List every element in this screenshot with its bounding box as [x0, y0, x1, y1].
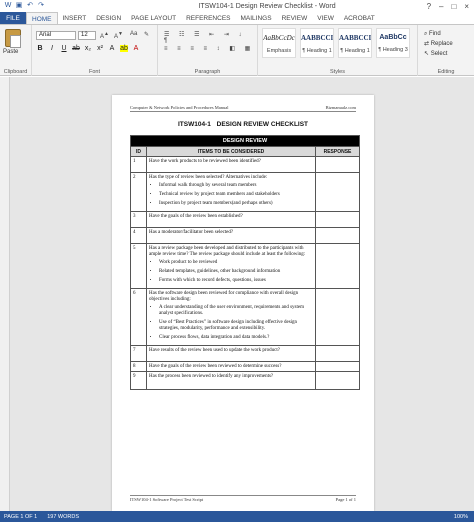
vertical-ruler: [0, 77, 10, 511]
tab-page-layout[interactable]: PAGE LAYOUT: [126, 12, 181, 24]
tab-insert[interactable]: INSERT: [58, 12, 92, 24]
col-header-items: ITEMS TO BE CONSIDERED: [147, 147, 316, 157]
ribbon-tabs: [0, 12, 474, 24]
doc-title: [112, 121, 374, 128]
page-footer: ITSW104-1 Software Project Test Script Page 1 of 1: [130, 497, 356, 502]
grow-font-icon[interactable]: A▲: [100, 31, 109, 40]
tab-design[interactable]: DESIGN: [91, 12, 126, 24]
list-item: • Technical review by project team members and stakeholders: [159, 192, 313, 198]
list-item: • Forms with which to record defects, questions, issues: [159, 278, 313, 284]
italic-icon[interactable]: I: [51, 45, 53, 52]
replace-icon: ⇄: [424, 41, 431, 47]
doc-id: ITSW104-1: [177, 121, 211, 128]
response-cell[interactable]: [316, 346, 360, 362]
find-icon: ⌕: [424, 31, 430, 37]
list-item: • Work product to be reviewed: [159, 260, 313, 266]
paste-icon[interactable]: [5, 29, 21, 47]
list-item: • Inspection by project team members(and perhaps others): [159, 201, 313, 207]
style-heading-3[interactable]: AaBbCc ¶ Heading 3: [376, 28, 410, 58]
page-header: Computer & Network Policies and Procedures Manual Bizmanualz.com: [130, 105, 356, 110]
shrink-font-icon[interactable]: A▼: [114, 31, 123, 40]
subscript-icon[interactable]: x₂: [84, 45, 92, 52]
maximize-icon[interactable]: □: [451, 1, 457, 11]
page-count[interactable]: PAGE 1 OF 1: [4, 513, 38, 520]
col-header-response: RESPONSE: [316, 147, 360, 157]
underline-icon[interactable]: U: [61, 45, 67, 52]
paragraph-group-label: Paragraph: [194, 69, 221, 75]
document-area[interactable]: [0, 77, 474, 511]
styles-gallery: [262, 28, 410, 58]
table-banner: DESIGN REVIEW: [131, 136, 360, 147]
word-count[interactable]: 197 WORDS: [47, 513, 80, 520]
save-icon[interactable]: ▣: [15, 2, 23, 9]
undo-icon[interactable]: ↶: [27, 2, 33, 9]
font-size-input[interactable]: 12: [78, 31, 96, 40]
table-row: 1 Have the work products to be reviewed been identified?: [131, 157, 360, 173]
style-heading-1[interactable]: AABBCCI ¶ Heading 1: [300, 28, 334, 58]
table-row: 6 Has the software design been reviewed for compliance with overall design objectives including: • A clear understanding of the user environment, requirements and system analyst specifications. • Use of “Best Practices” in software design including effective design strategies, modularity, performance and extensibility. • Clear process flows, data integration and data models.?: [131, 289, 360, 346]
table-row: 9 Has the process been reviewed to identify any improvements?: [131, 372, 360, 390]
quick-access-toolbar: [0, 2, 120, 10]
font-name-input[interactable]: Arial: [36, 31, 76, 40]
change-case-icon[interactable]: Aa: [130, 31, 138, 37]
table-row: 8 Have the goals of the review been reviewed to determine success?: [131, 362, 360, 372]
response-cell[interactable]: [316, 244, 360, 289]
find-button[interactable]: ⌕ Find: [424, 31, 441, 37]
list-item: • A clear understanding of the user environment, requirements and system analyst specifications.: [159, 305, 313, 317]
doc-title-text: DESIGN REVIEW CHECKLIST: [216, 121, 309, 128]
font-color-icon[interactable]: A: [133, 45, 139, 52]
table-row: 3 Have the goals of the review been established?: [131, 212, 360, 228]
font-group-label: Font: [88, 69, 100, 75]
editing-group: [418, 25, 474, 76]
highlight-icon[interactable]: ab: [120, 45, 128, 52]
font-format-row: [36, 45, 140, 52]
response-cell[interactable]: [316, 372, 360, 390]
response-cell[interactable]: [316, 362, 360, 372]
bold-icon[interactable]: B: [37, 45, 43, 52]
styles-group: [258, 25, 418, 76]
table-row: 7 Have results of the review been used to update the work product?: [131, 346, 360, 362]
clear-format-icon[interactable]: ✎: [144, 32, 150, 38]
tab-acrobat[interactable]: ACROBAT: [339, 12, 380, 24]
tab-review[interactable]: REVIEW: [277, 12, 313, 24]
response-cell[interactable]: [316, 289, 360, 346]
list-item: • Informal walk through by several team members: [159, 183, 313, 189]
table-row: 4 Has a moderator/facilitator been selected?: [131, 228, 360, 244]
title-bar: [0, 0, 474, 12]
editing-group-label: Editing: [437, 69, 455, 75]
status-bar: [0, 511, 474, 522]
text-effects-icon[interactable]: A: [109, 45, 115, 52]
tab-home[interactable]: HOME: [26, 12, 58, 24]
help-icon[interactable]: ?: [426, 1, 432, 11]
response-cell[interactable]: [316, 212, 360, 228]
response-cell[interactable]: [316, 173, 360, 212]
style-heading-1b[interactable]: AABBCCI ¶ Heading 1: [338, 28, 372, 58]
zoom-level[interactable]: 100%: [453, 513, 468, 520]
minimize-icon[interactable]: –: [439, 1, 444, 11]
font-group: [32, 25, 158, 76]
tab-view[interactable]: VIEW: [312, 12, 339, 24]
replace-button[interactable]: ⇄ Replace: [424, 41, 453, 47]
styles-group-label: Styles: [330, 69, 345, 75]
list-item: • Related templates, guidelines, other background information: [159, 269, 313, 275]
list-buttons[interactable]: ☰ ☷ ☰ ⇤ ⇥ ↓ ¶: [164, 32, 246, 44]
ribbon: [0, 24, 474, 76]
col-header-id: ID: [131, 147, 147, 157]
clipboard-group: [0, 25, 32, 76]
paste-button[interactable]: Paste: [3, 49, 19, 55]
checklist-table: [130, 135, 360, 390]
alignment-buttons[interactable]: ≡ ≡ ≡ ≡ ↕ ◧ ▦: [164, 46, 255, 52]
select-icon: ↖: [424, 51, 431, 57]
document-page[interactable]: [112, 95, 374, 511]
style-emphasis[interactable]: AaBbCcDc Emphasis: [262, 28, 296, 58]
editing-buttons: [424, 29, 453, 59]
list-item: • Use of “Best Practices” in software design including effective design strategies, modularity, performance and extensibility.: [159, 320, 313, 332]
superscript-icon[interactable]: x²: [97, 45, 103, 52]
table-row: 2 Has the type of review been selected? Alternatives include: • Informal walk through by several team members • Technical review by project team members and stakeholders • Inspection by project team members(and perhaps others): [131, 173, 360, 212]
select-button[interactable]: ↖ Select: [424, 51, 448, 57]
tab-references[interactable]: REFERENCES: [181, 12, 235, 24]
paragraph-group: [158, 25, 258, 76]
clipboard-group-label: Clipboard: [3, 69, 28, 75]
window-title: ITSW104-1 Design Review Checklist - Word: [198, 2, 336, 10]
table-row: 5 Has a review package been developed and distributed to the participants with ample review time? The review package should include at least the following: • Work product to be reviewed • Related templates, guidelines, other background information • Forms with which to record defects, questions, issues: [131, 244, 360, 289]
window-controls: [414, 2, 474, 11]
list-item: • Clear process flows, data integration and data models.?: [159, 335, 313, 341]
tab-file[interactable]: FILE: [0, 12, 26, 24]
response-cell[interactable]: [316, 157, 360, 173]
word-logo-icon: W: [4, 2, 12, 9]
response-cell[interactable]: [316, 228, 360, 244]
close-icon[interactable]: ×: [464, 1, 469, 11]
redo-icon[interactable]: ↷: [38, 2, 44, 9]
strikethrough-icon[interactable]: ab: [72, 45, 80, 52]
tab-mailings[interactable]: MAILINGS: [236, 12, 277, 24]
